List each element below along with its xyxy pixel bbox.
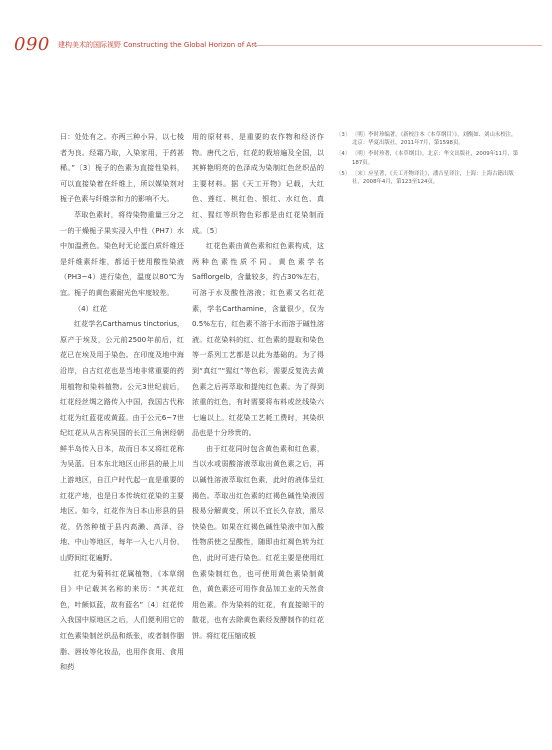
text-column-right (192, 129, 324, 644)
footnote-number: 〔3〕 (336, 132, 351, 138)
footnote (336, 150, 520, 166)
paragraph: 红花为菊科红花属植物，《本草纲目》中记载其名称的来历：“其花红色，叶颇似蓝，故有蓝名”〔4〕红花传入我国中原地区之后，人们便利用它的红色素染制丝织品和纸张，或者制作胭脂、唇妆等化妆品，也用作食用、食用和药 (60, 568, 184, 672)
footnote (336, 131, 520, 147)
paragraph: 用的原材料，是重要的农作物和经济作物。唐代之后，红花的栽培遍及全国，以其鲜艳明亮的色泽成为染制红色丝织品的主要材料。据《天工开物》记载，大红色、莲红、桃红色、银红、水红色、真红、猩红等织物色彩都是由红花染制而成。〔5〕 (192, 132, 324, 235)
section-heading: （4）红花 (74, 303, 107, 313)
footnote-text: 〔明〕李时珍编著，《新校注本〈本草纲目〉》，刘衡如、刘山永校注，北京：华夏出版社，2011年7月，第1598页。 (352, 132, 517, 147)
paragraph: 曰：处处有之。亦两三种小异，以七棱者为良。经霜乃取，入染家用，于药甚稀。”〔3〕栀子的色素为直接性染料，可以直接染着在纤维上，所以媒染剂对栀子色素与纤维亲和力的影响不大。 (60, 132, 184, 204)
running-title: 建构美术的国际视野 Constructing the Global Horizon of Art (58, 41, 257, 49)
page-header (14, 34, 538, 56)
footnote-number: 〔4〕 (336, 151, 351, 158)
footnotes (336, 131, 520, 189)
page-number: 090 (14, 34, 50, 55)
footnote-text: 〔宋〕应星著，《天工开物译注》，潘吉星译注，上海：上海古籍出版社，2008年4月，第123至124页。 (352, 170, 514, 186)
header-rule (252, 45, 542, 46)
paragraph: 红花学名Carthamus tinctorius，原产于埃及，公元前2500年前后，红花已在埃及用于染色。在印度及地中海沿岸，自古红花也是当地非常重要的药用植物和染料植物。公元3世纪前后，红花经丝绸之路传入中国，我国古代称红花为红蓝花或黄蓝。由于公元6~7世纪红花从从古称吴国的长江三角洲经朝鲜半岛传入日本，故而日本又将红花称为吴蓝。日本东北地区山形县的最上川上游地区，自江户时代起一直是重要的红花产地，也是日本传统红花染的主要地区。如今，红花作为日本山形县的县花，仍然种植于县内高濑、高泽、谷地、中山等地区，每年一入七八月份，山野间红花遍野。 (60, 319, 185, 563)
paragraph: 由于红花同时包含黄色素和红色素，当以水或弱酸溶液萃取出黄色素之后，再以碱性溶液萃取红色素，此时的液体呈红褐色。萃取出红色素的红褐色碱性染液因极易分解黄变，所以不宜长久存放，需尽快染色。如果在红褐色碱性染液中加入酸性物质使之呈酸性，随即由红褐色转为红色，此时可进行染色。红花主要是使用红色素染制红色，也可使用黄色素染制黄色，黄色素还可用作食品加工业的天然食用色素。作为染料的红花，有直接晾干的散花，也有去除黄色素经发酵制作的红花饼。将红花压缩成板 (192, 443, 324, 640)
footnote-number: 〔5〕 (336, 170, 351, 177)
text-column-left (60, 129, 184, 675)
footnote-text: 〔明〕李时珍著，《本草纲目》，北京：华文出版社，2009年11月，第187页。 (352, 151, 519, 166)
paragraph: 萃取色素时，将待染物重量三分之一的干燥栀子果实浸入中性（PH7）水中加温煮色。染色时无论蛋白质纤维还是纤维素纤维，都适于使用酸性染液（PH3~4）进行染色，温度以80℃为宜。栀子的黄色素耐光色牢度较差。 (60, 209, 184, 297)
paragraph: 红花色素由黄色素和红色素构成，这两种色素性质不同。黄色素学名Safflorgelb，含量较多，约占30%左右，可溶于水及酸性溶液；红色素又名红花素，学名Carthamine，含量很少，仅为0.5%左右，红色素不溶于水而溶于碱性溶液。红花染料的红、红色素的提取和染色等一系列工艺都是以此为基础的。为了得到“真红”“猩红”等色彩，需要反复洗去黄色素之后再萃取和提纯红色素。为了得到浓重的红色，有时需要将布料或丝线染六七遍以上。红花染工艺耗工费时，其染织品也是十分珍贵的。 (192, 241, 324, 438)
footnote (336, 170, 520, 186)
